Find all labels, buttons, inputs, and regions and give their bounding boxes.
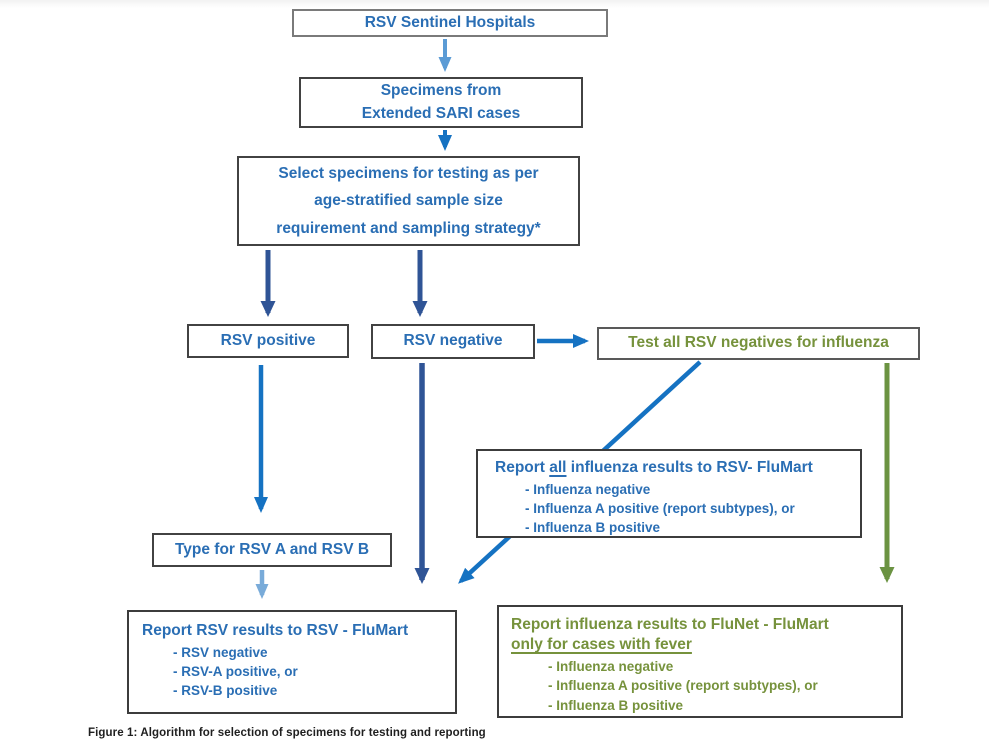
node-rsv-sentinel-hospitals	[292, 9, 608, 37]
node-label: RSV Sentinel Hospitals	[364, 13, 536, 31]
bullet-item: - RSV-A positive, or	[173, 664, 298, 680]
bullet-item: - Influenza A positive (report subtypes), or	[548, 678, 818, 694]
node-label-line2: age-stratified sample size	[314, 192, 503, 210]
report-title-line1: Report influenza results to FluNet - FluMart	[511, 616, 829, 633]
report-title: Report RSV results to RSV - FluMart	[142, 622, 409, 639]
report-title-post: influenza results to RSV- FluMart	[566, 459, 813, 476]
report-title	[495, 458, 852, 478]
node-rsv-positive	[187, 324, 349, 358]
node-rsv-negative	[371, 324, 535, 359]
node-label: Test all RSV negatives for influenza	[628, 334, 889, 352]
bullet-item: - Influenza negative	[525, 482, 651, 498]
node-report-influenza-flunet	[497, 605, 903, 718]
report-bullets	[142, 643, 449, 700]
node-report-rsv-results	[127, 610, 457, 714]
node-select-specimens	[237, 156, 580, 246]
node-type-rsv-a-b	[152, 533, 392, 567]
report-title-line2-underlined: only for cases with fever	[511, 636, 692, 654]
node-label-line1: Specimens from	[380, 82, 502, 100]
bullet-item: - Influenza A positive (report subtypes), or	[525, 501, 795, 517]
node-label-line3: requirement and sampling strategy*	[276, 219, 541, 237]
bullet-item: - Influenza negative	[548, 659, 674, 675]
report-bullets	[511, 657, 895, 714]
node-label: RSV negative	[403, 332, 503, 350]
node-label: RSV positive	[220, 331, 316, 349]
bullet-item: - RSV-B positive	[173, 683, 278, 699]
bullet-item: - Influenza B positive	[548, 697, 684, 713]
node-report-all-influenza-flumart	[476, 449, 862, 538]
node-label-line1: Select specimens for testing as per	[278, 165, 539, 183]
bullet-item: - Influenza B positive	[525, 520, 661, 536]
report-bullets	[495, 480, 852, 537]
bullet-item: - RSV negative	[173, 645, 268, 661]
figure-caption: Figure 1: Algorithm for selection of specimens for testing and reporting	[88, 727, 486, 739]
node-specimens-extended-sari	[299, 77, 583, 128]
report-title-pre: Report	[495, 459, 550, 476]
node-label-line2: Extended SARI cases	[361, 104, 521, 122]
node-test-all-rsv-negatives	[597, 327, 920, 360]
node-label: Type for RSV A and RSV B	[174, 540, 370, 558]
report-title-underlined: all	[549, 459, 567, 476]
